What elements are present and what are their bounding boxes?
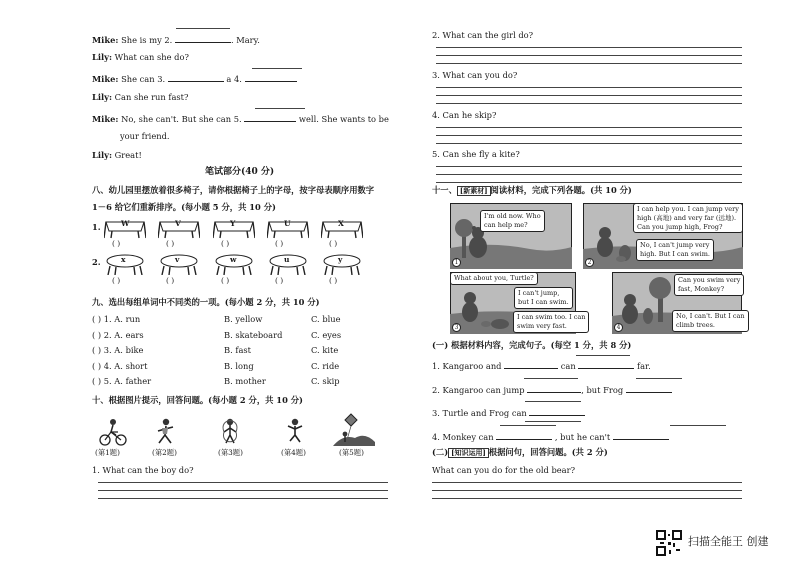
- blank-4[interactable]: [245, 73, 297, 82]
- sentence-4: 4. Monkey can , but he can't: [432, 431, 669, 443]
- sec9-option: B. mother: [224, 376, 266, 386]
- part1-title: (一) 根据材料内容，完成句子。(每空 1 分，共 8 分): [432, 340, 632, 350]
- bubble-p4b: No, I can't. But I can climb trees.: [672, 310, 749, 332]
- sec9-option: C. blue: [311, 314, 341, 324]
- answer-line[interactable]: [432, 498, 742, 499]
- chair-letter: X: [338, 219, 344, 228]
- question: 3. What can you do?: [432, 70, 518, 80]
- dialog-line-4: Lily: Can she run fast?: [92, 92, 189, 102]
- blank[interactable]: [504, 360, 558, 369]
- sec9-option: C. kite: [311, 345, 339, 355]
- bubble-p4a: Can you swim very fast, Monkey?: [674, 274, 744, 296]
- chair: [104, 253, 146, 285]
- answer-line[interactable]: [436, 95, 742, 96]
- sec9-option[interactable]: ( ) 4. A. short: [92, 360, 148, 371]
- answer-line[interactable]: [432, 490, 742, 491]
- part2-title: (二) [知识运用] 根据问句，回答问题。(共 2 分): [432, 447, 608, 457]
- sec9-option: C. ride: [311, 360, 340, 371]
- question: 4. Can he skip?: [432, 110, 497, 120]
- blank[interactable]: [626, 384, 672, 393]
- row1-label: 1.: [92, 222, 101, 232]
- question: 2. What can the girl do?: [432, 30, 534, 40]
- girl-skipping-rope-icon: [216, 415, 244, 447]
- answer-parens[interactable]: ( ): [112, 276, 121, 285]
- written-part-title: 笔试部分(40 分): [205, 167, 275, 177]
- sec9-option: B. fast: [224, 345, 251, 355]
- answer-line[interactable]: [432, 482, 742, 483]
- boy-riding-bike-icon: [98, 417, 128, 447]
- answer-line[interactable]: [98, 482, 388, 483]
- answer-parens[interactable]: ( ): [275, 276, 284, 285]
- answer-line[interactable]: [436, 127, 742, 128]
- blank[interactable]: [613, 431, 669, 440]
- sec9-option: B. yellow: [224, 314, 263, 324]
- bubble-p3c: I can swim too. I can swim very fast.: [513, 311, 589, 333]
- answer-parens[interactable]: ( ): [221, 276, 230, 285]
- chair-letter: w: [230, 255, 237, 264]
- blank-top-line: [524, 378, 578, 379]
- answer-parens[interactable]: ( ): [166, 276, 175, 285]
- picture-caption: (第1题): [95, 448, 120, 457]
- blank[interactable]: [578, 360, 634, 369]
- answer-parens[interactable]: ( ): [329, 239, 338, 248]
- knowledge-tag: [知识运用]: [448, 448, 489, 458]
- blank-5[interactable]: [244, 113, 296, 122]
- qr-code-icon: [656, 530, 682, 556]
- chair: [158, 218, 200, 248]
- bubble-p3a: What about you, Turtle?: [450, 272, 538, 285]
- kite-flying-icon: [333, 412, 375, 446]
- bubble-p2b: No, I can't jump very high. But I can swim.: [636, 239, 714, 261]
- sec11-title: 十一、 [新素材] 阅读材料，完成下列各题。(共 10 分): [432, 185, 632, 195]
- sec9-option[interactable]: ( ) 5. A. father: [92, 376, 152, 386]
- panel-number: 1: [452, 258, 461, 267]
- answer-line[interactable]: [98, 498, 388, 499]
- speaker: Mike:: [92, 35, 119, 45]
- row2-label: 2.: [92, 257, 101, 267]
- bubble-p3b: I can't jump, but I can swim.: [514, 287, 573, 309]
- sec9-title: 九、选出每组单词中不同类的一项。(每小题 2 分，共 10 分): [92, 297, 320, 307]
- bubble-p1: I'm old now. Who can help me?: [480, 210, 545, 232]
- bubble-p2a: I can help you. I can jump very high (高地) and very far (远地). Can you jump high, Frog?: [633, 203, 743, 233]
- panel-number: 3: [452, 323, 461, 332]
- chair-letter: W: [121, 219, 130, 228]
- chair-letter: x: [121, 255, 126, 264]
- panel-number: 2: [585, 258, 594, 267]
- part2-question: What can you do for the old bear?: [432, 465, 576, 475]
- answer-parens[interactable]: ( ): [221, 239, 230, 248]
- blank-top-line: [500, 425, 556, 426]
- blank-top-line: [670, 425, 726, 426]
- sentence-1: 1. Kangaroo and can far.: [432, 361, 651, 371]
- dialog-line-7: Lily: Great!: [92, 150, 142, 160]
- sec9-option[interactable]: ( ) 1. A. run: [92, 314, 141, 324]
- new-material-tag: [新素材]: [457, 186, 491, 196]
- girl-running-icon: [153, 417, 179, 447]
- sec8-instruction-2: 1－6 给它们重新排序。(每小题 5 分，共 10 分): [92, 202, 276, 212]
- chair: [213, 218, 255, 248]
- blank-4-top-line: [252, 68, 302, 69]
- sec9-option[interactable]: ( ) 3. A. bike: [92, 345, 144, 355]
- answer-line[interactable]: [436, 166, 742, 167]
- dialog-line-6: your friend.: [120, 131, 170, 141]
- sec9-option: B. skateboard: [224, 329, 283, 340]
- blank-bottom-line: [525, 421, 581, 422]
- sec9-option[interactable]: ( ) 2. A. ears: [92, 329, 144, 340]
- chair: [321, 253, 363, 285]
- answer-line[interactable]: [436, 55, 742, 56]
- answer-line[interactable]: [436, 174, 742, 175]
- dialog-line-2: Lily: What can she do?: [92, 52, 189, 62]
- picture-caption: (第4题): [281, 448, 306, 457]
- picture-caption: (第2题): [152, 448, 177, 457]
- answer-line[interactable]: [98, 490, 388, 491]
- question: 5. Can she fly a kite?: [432, 149, 520, 159]
- answer-line[interactable]: [436, 135, 742, 136]
- chair: [321, 218, 363, 248]
- picture-caption: (第5题): [339, 448, 364, 457]
- answer-parens[interactable]: ( ): [112, 239, 121, 248]
- picture-caption: (第3题): [218, 448, 243, 457]
- answer-parens[interactable]: ( ): [166, 239, 175, 248]
- blank-2-top-line: [176, 28, 230, 29]
- dialog-line-5: Mike: No, she can't. But she can 5. well. She wants to be: [92, 114, 389, 124]
- dialog-line-3: Mike: She can 3. a 4.: [92, 73, 297, 85]
- panel-number: 4: [614, 323, 623, 332]
- chair-letter: U: [284, 219, 291, 228]
- chair: [213, 253, 255, 285]
- sec9-option: C. eyes: [311, 329, 342, 340]
- sec8-instruction-1: 八、幼儿园里摆放着很多椅子，请你根据椅子上的字母，按字母表顺序用数字: [92, 185, 375, 195]
- sec9-option: B. long: [224, 360, 254, 371]
- sec9-option: C. skip: [311, 376, 340, 386]
- sentence-3: 3. Turtle and Frog can: [432, 407, 585, 419]
- answer-parens[interactable]: ( ): [275, 239, 284, 248]
- chair: [158, 253, 200, 285]
- blank[interactable]: [527, 384, 581, 393]
- chair-letter: V: [175, 219, 181, 228]
- answer-parens[interactable]: ( ): [329, 276, 338, 285]
- answer-line[interactable]: [436, 87, 742, 88]
- blank[interactable]: [529, 407, 585, 416]
- blank-top-line: [576, 355, 630, 356]
- answer-line[interactable]: [436, 63, 742, 64]
- chair: [267, 218, 309, 248]
- blank[interactable]: [496, 431, 552, 440]
- chair: [267, 253, 309, 285]
- chair-letter: Y: [230, 219, 236, 228]
- scanner-watermark: 扫描全能王 创建: [688, 535, 769, 548]
- blank-2[interactable]: [175, 34, 231, 43]
- blank-5-top-line: [255, 108, 305, 109]
- chair-letter: v: [175, 255, 180, 264]
- dialog-line-1: Mike: She is my 2. . Mary.: [92, 35, 260, 45]
- answer-line[interactable]: [436, 47, 742, 48]
- blank-3[interactable]: [168, 73, 224, 82]
- chair: [104, 218, 146, 248]
- answer-line[interactable]: [436, 103, 742, 104]
- sec10-title: 十、根据图片提示，回答问题。(每小题 2 分，共 10 分): [92, 395, 303, 405]
- blank-top-line: [636, 378, 682, 379]
- sec10-q1: 1. What can the boy do?: [92, 465, 194, 475]
- answer-line[interactable]: [436, 182, 742, 183]
- boy-jumping-icon: [283, 417, 307, 447]
- answer-line[interactable]: [436, 143, 742, 144]
- chair-letter: y: [338, 255, 343, 264]
- chair-letter: u: [284, 255, 290, 264]
- sentence-2: 2. Kangaroo can jump , but Frog: [432, 384, 672, 396]
- blank-top-line: [525, 401, 581, 402]
